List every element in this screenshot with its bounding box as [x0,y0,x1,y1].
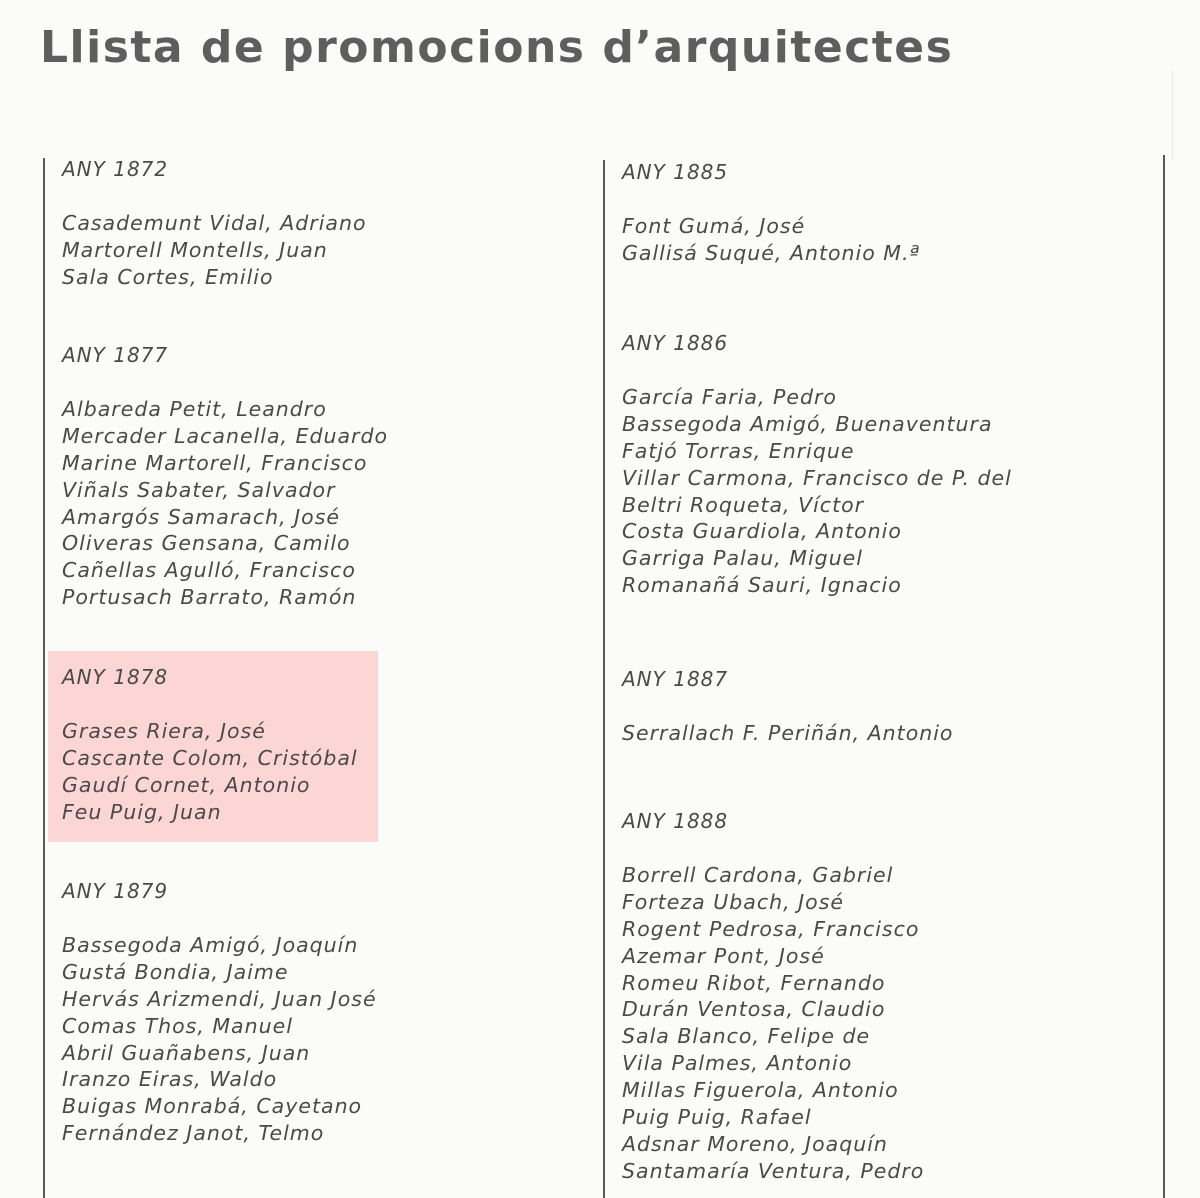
architect-name: Abril Guañabens, Juan [62,1040,311,1065]
architect-name: Bassegoda Amigó, Joaquín [62,933,359,957]
architect-name: Santamaría Ventura, Pedro [622,1158,925,1183]
year-heading: ANY 1888 [622,809,729,833]
architect-name: Adsnar Moreno, Joaquín [622,1131,888,1156]
architect-name: Fatjó Torras, Enrique [622,438,855,463]
architect-name: Iranzo Eiras, Waldo [62,1067,278,1092]
architect-name: Marine Martorell, Francisco [62,450,368,475]
architect-name: Font Gumá, José [622,214,806,238]
architect-name: Portusach Barrato, Ramón [62,585,357,610]
architect-name: Mercader Lacanella, Eduardo [62,423,389,448]
architect-name: Villar Carmona, Francisco de P. del [622,465,1012,490]
architect-name: Costa Guardiola, Antonio [622,519,902,544]
year-heading: ANY 1878 [62,665,169,689]
architect-name: Buigas Monrabá, Cayetano [62,1094,363,1119]
architect-name: Amargós Samarach, José [62,504,341,529]
architect-name: Comas Thos, Manuel [62,1013,293,1038]
architect-name: Rogent Pedrosa, Francisco [622,916,920,941]
architect-name: Romanañá Sauri, Ignacio [622,573,902,598]
year-group [622,159,920,267]
architect-list [622,720,953,747]
architect-name: Casademunt Vidal, Adriano [62,211,367,235]
architect-list [62,718,358,826]
year-heading: ANY 1886 [622,331,729,355]
middle-column-rule [603,160,605,1198]
architect-name: García Faria, Pedro [622,385,837,409]
architect-name: Serrallach F. Periñán, Antonio [622,721,954,745]
architect-name: Sala Blanco, Felipe de [622,1024,871,1049]
architect-name: Cañellas Agulló, Francisco [62,558,356,583]
architect-name: Cascante Colom, Cristóbal [62,745,358,770]
architect-name: Grases Riera, José [62,719,266,743]
year-group [622,330,1012,599]
architect-name: Sala Cortes, Emilio [62,264,274,289]
year-group [62,664,358,826]
architect-name: Hervás Arizmendi, Juan José [62,986,377,1011]
year-group [62,342,388,611]
architect-name: Puig Puig, Rafael [622,1105,812,1130]
architect-name: Romeu Ribot, Fernando [622,970,886,995]
right-column-rule [1163,155,1165,1198]
architect-name: Viñals Sabater, Salvador [62,477,336,502]
left-column-rule [43,158,45,1198]
architect-list [622,213,920,267]
year-heading: ANY 1879 [62,879,169,903]
architect-name: Albareda Petit, Leandro [62,397,327,421]
architect-list [62,932,377,1147]
year-group [62,156,367,291]
architect-name: Fernández Janot, Telmo [62,1121,325,1146]
year-heading: ANY 1872 [62,157,169,181]
architect-name: Oliveras Gensana, Camilo [62,531,351,556]
architect-name: Bassegoda Amigó, Buenaventura [622,411,993,436]
architect-name: Gaudí Cornet, Antonio [62,772,311,797]
architect-name: Borrell Cardona, Gabriel [622,863,894,887]
page-title: Llista de promocions d’arquitectes [40,22,954,73]
architect-name: Durán Ventosa, Claudio [622,997,886,1022]
architect-name: Gustá Bondia, Jaime [62,959,289,984]
architect-name: Forteza Ubach, José [622,889,845,914]
architect-name: Garriga Palau, Miguel [622,546,863,571]
year-group [62,878,377,1147]
bleed-through-mark [1172,70,1173,160]
architect-name: Feu Puig, Juan [62,799,222,824]
year-heading: ANY 1885 [622,160,729,184]
architect-name: Azemar Pont, José [622,943,825,968]
year-group [622,666,953,747]
architect-name: Vila Palmes, Antonio [622,1051,853,1076]
architect-name: Millas Figuerola, Antonio [622,1078,899,1103]
year-group [622,808,924,1185]
architect-list [622,384,1012,599]
architect-name: Gallisá Suqué, Antonio M.ª [622,240,921,265]
architect-list [622,862,924,1185]
architect-name: Martorell Montells, Juan [62,237,328,262]
year-heading: ANY 1877 [62,343,169,367]
architect-list [62,210,367,291]
architect-name: Beltri Roqueta, Víctor [622,492,865,517]
architect-list [62,396,388,611]
year-heading: ANY 1887 [622,667,729,691]
